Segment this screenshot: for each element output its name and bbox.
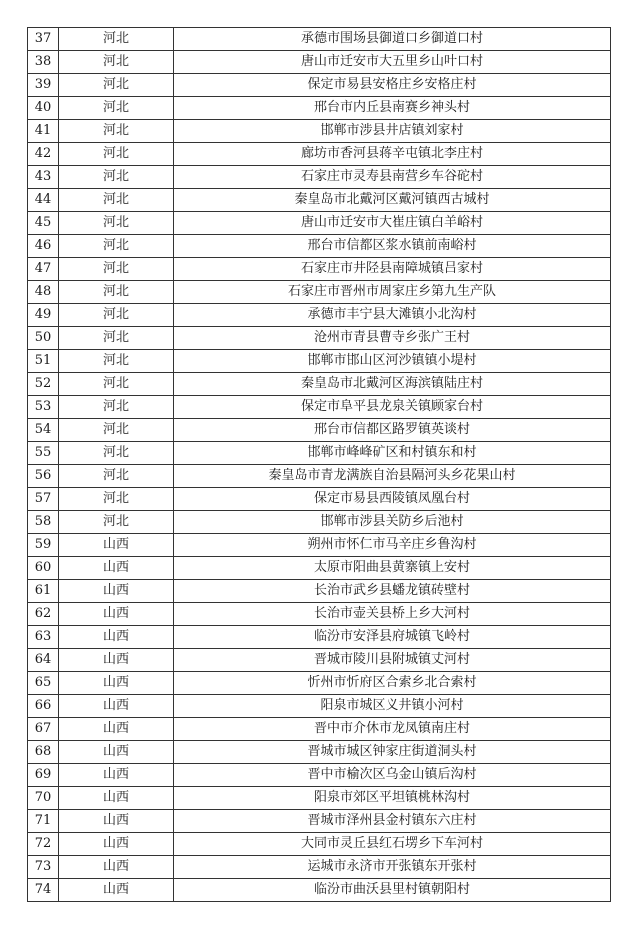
row-number-cell: 66	[28, 695, 59, 718]
province-cell: 山西	[59, 534, 174, 557]
province-cell: 河北	[59, 304, 174, 327]
row-number-cell: 46	[28, 235, 59, 258]
table-row	[28, 212, 611, 235]
row-number-cell: 57	[28, 488, 59, 511]
row-number-cell: 65	[28, 672, 59, 695]
row-number-cell: 63	[28, 626, 59, 649]
village-name-cell: 沧州市青县曹寺乡张广王村	[174, 327, 611, 350]
province-cell: 山西	[59, 603, 174, 626]
row-number-cell: 64	[28, 649, 59, 672]
village-name-cell: 唐山市迁安市大五里乡山叶口村	[174, 51, 611, 74]
province-cell: 山西	[59, 879, 174, 902]
table-row	[28, 419, 611, 442]
province-cell: 河北	[59, 120, 174, 143]
row-number-cell: 67	[28, 718, 59, 741]
row-number-cell: 70	[28, 787, 59, 810]
row-number-cell: 61	[28, 580, 59, 603]
row-number-cell: 49	[28, 304, 59, 327]
table-row	[28, 327, 611, 350]
province-cell: 河北	[59, 212, 174, 235]
village-name-cell: 长治市壶关县桥上乡大河村	[174, 603, 611, 626]
village-name-cell: 运城市永济市开张镇东开张村	[174, 856, 611, 879]
province-cell: 山西	[59, 626, 174, 649]
province-cell: 河北	[59, 166, 174, 189]
table-row	[28, 580, 611, 603]
province-cell: 河北	[59, 281, 174, 304]
row-number-cell: 60	[28, 557, 59, 580]
village-list-table-container	[27, 27, 611, 902]
village-name-cell: 大同市灵丘县红石塄乡下车河村	[174, 833, 611, 856]
row-number-cell: 51	[28, 350, 59, 373]
row-number-cell: 37	[28, 28, 59, 51]
row-number-cell: 52	[28, 373, 59, 396]
row-number-cell: 45	[28, 212, 59, 235]
province-cell: 河北	[59, 327, 174, 350]
table-row	[28, 74, 611, 97]
province-cell: 山西	[59, 718, 174, 741]
table-row	[28, 764, 611, 787]
province-cell: 山西	[59, 649, 174, 672]
row-number-cell: 72	[28, 833, 59, 856]
province-cell: 河北	[59, 465, 174, 488]
table-row	[28, 97, 611, 120]
village-name-cell: 朔州市怀仁市马辛庄乡鲁沟村	[174, 534, 611, 557]
row-number-cell: 44	[28, 189, 59, 212]
row-number-cell: 39	[28, 74, 59, 97]
table-row	[28, 557, 611, 580]
table-row	[28, 856, 611, 879]
table-row	[28, 166, 611, 189]
province-cell: 山西	[59, 672, 174, 695]
table-row	[28, 350, 611, 373]
table-row	[28, 695, 611, 718]
row-number-cell: 40	[28, 97, 59, 120]
province-cell: 山西	[59, 787, 174, 810]
village-name-cell: 邢台市信都区浆水镇前南峪村	[174, 235, 611, 258]
village-name-cell: 阳泉市城区义井镇小河村	[174, 695, 611, 718]
village-name-cell: 晋城市陵川县附城镇丈河村	[174, 649, 611, 672]
village-name-cell: 晋城市城区钟家庄街道洞头村	[174, 741, 611, 764]
table-row	[28, 718, 611, 741]
village-name-cell: 承德市围场县御道口乡御道口村	[174, 28, 611, 51]
province-cell: 河北	[59, 189, 174, 212]
table-row	[28, 649, 611, 672]
table-row	[28, 787, 611, 810]
province-cell: 河北	[59, 396, 174, 419]
province-cell: 河北	[59, 258, 174, 281]
row-number-cell: 58	[28, 511, 59, 534]
village-name-cell: 临汾市安泽县府城镇飞岭村	[174, 626, 611, 649]
table-row	[28, 534, 611, 557]
province-cell: 河北	[59, 51, 174, 74]
table-row	[28, 465, 611, 488]
village-name-cell: 阳泉市郊区平坦镇桃林沟村	[174, 787, 611, 810]
village-name-cell: 石家庄市灵寿县南营乡车谷砣村	[174, 166, 611, 189]
table-row	[28, 741, 611, 764]
village-name-cell: 邢台市信都区路罗镇英谈村	[174, 419, 611, 442]
village-name-cell: 忻州市忻府区合索乡北合索村	[174, 672, 611, 695]
village-name-cell: 石家庄市晋州市周家庄乡第九生产队	[174, 281, 611, 304]
row-number-cell: 55	[28, 442, 59, 465]
table-row	[28, 258, 611, 281]
table-row	[28, 511, 611, 534]
table-row	[28, 626, 611, 649]
table-row	[28, 120, 611, 143]
village-name-cell: 太原市阳曲县黄寨镇上安村	[174, 557, 611, 580]
province-cell: 河北	[59, 143, 174, 166]
province-cell: 河北	[59, 74, 174, 97]
village-name-cell: 邯郸市峰峰矿区和村镇东和村	[174, 442, 611, 465]
row-number-cell: 68	[28, 741, 59, 764]
village-list-table	[27, 27, 611, 902]
row-number-cell: 48	[28, 281, 59, 304]
row-number-cell: 42	[28, 143, 59, 166]
table-row	[28, 235, 611, 258]
village-name-cell: 长治市武乡县蟠龙镇砖壁村	[174, 580, 611, 603]
row-number-cell: 47	[28, 258, 59, 281]
province-cell: 山西	[59, 833, 174, 856]
table-row	[28, 603, 611, 626]
province-cell: 山西	[59, 810, 174, 833]
table-row	[28, 304, 611, 327]
village-name-cell: 临汾市曲沃县里村镇朝阳村	[174, 879, 611, 902]
table-row	[28, 396, 611, 419]
table-row	[28, 442, 611, 465]
table-row	[28, 833, 611, 856]
table-row	[28, 373, 611, 396]
village-name-cell: 保定市易县安格庄乡安格庄村	[174, 74, 611, 97]
table-body	[28, 28, 611, 902]
row-number-cell: 56	[28, 465, 59, 488]
row-number-cell: 54	[28, 419, 59, 442]
row-number-cell: 73	[28, 856, 59, 879]
province-cell: 河北	[59, 373, 174, 396]
village-name-cell: 秦皇岛市青龙满族自治县隔河头乡花果山村	[174, 465, 611, 488]
village-name-cell: 廊坊市香河县蒋辛屯镇北李庄村	[174, 143, 611, 166]
row-number-cell: 59	[28, 534, 59, 557]
province-cell: 河北	[59, 97, 174, 120]
row-number-cell: 41	[28, 120, 59, 143]
province-cell: 山西	[59, 580, 174, 603]
province-cell: 河北	[59, 235, 174, 258]
province-cell: 山西	[59, 856, 174, 879]
village-name-cell: 保定市易县西陵镇凤凰台村	[174, 488, 611, 511]
table-row	[28, 189, 611, 212]
village-name-cell: 晋中市介休市龙凤镇南庄村	[174, 718, 611, 741]
row-number-cell: 69	[28, 764, 59, 787]
village-name-cell: 保定市阜平县龙泉关镇顾家台村	[174, 396, 611, 419]
row-number-cell: 74	[28, 879, 59, 902]
village-name-cell: 晋城市泽州县金村镇东六庄村	[174, 810, 611, 833]
row-number-cell: 50	[28, 327, 59, 350]
village-name-cell: 邯郸市邯山区河沙镇镇小堤村	[174, 350, 611, 373]
province-cell: 河北	[59, 488, 174, 511]
table-row	[28, 28, 611, 51]
province-cell: 山西	[59, 695, 174, 718]
village-name-cell: 承德市丰宁县大滩镇小北沟村	[174, 304, 611, 327]
province-cell: 山西	[59, 741, 174, 764]
village-name-cell: 邢台市内丘县南赛乡神头村	[174, 97, 611, 120]
village-name-cell: 邯郸市涉县井店镇刘家村	[174, 120, 611, 143]
table-row	[28, 143, 611, 166]
table-row	[28, 672, 611, 695]
village-name-cell: 晋中市榆次区乌金山镇后沟村	[174, 764, 611, 787]
row-number-cell: 38	[28, 51, 59, 74]
village-name-cell: 唐山市迁安市大崔庄镇白羊峪村	[174, 212, 611, 235]
province-cell: 河北	[59, 442, 174, 465]
table-row	[28, 810, 611, 833]
table-row	[28, 51, 611, 74]
row-number-cell: 53	[28, 396, 59, 419]
row-number-cell: 71	[28, 810, 59, 833]
table-row	[28, 879, 611, 902]
village-name-cell: 石家庄市井陉县南障城镇吕家村	[174, 258, 611, 281]
province-cell: 河北	[59, 28, 174, 51]
village-name-cell: 秦皇岛市北戴河区海滨镇陆庄村	[174, 373, 611, 396]
province-cell: 河北	[59, 350, 174, 373]
village-name-cell: 邯郸市涉县关防乡后池村	[174, 511, 611, 534]
province-cell: 山西	[59, 764, 174, 787]
table-row	[28, 488, 611, 511]
province-cell: 河北	[59, 419, 174, 442]
village-name-cell: 秦皇岛市北戴河区戴河镇西古城村	[174, 189, 611, 212]
row-number-cell: 62	[28, 603, 59, 626]
table-row	[28, 281, 611, 304]
province-cell: 山西	[59, 557, 174, 580]
province-cell: 河北	[59, 511, 174, 534]
row-number-cell: 43	[28, 166, 59, 189]
